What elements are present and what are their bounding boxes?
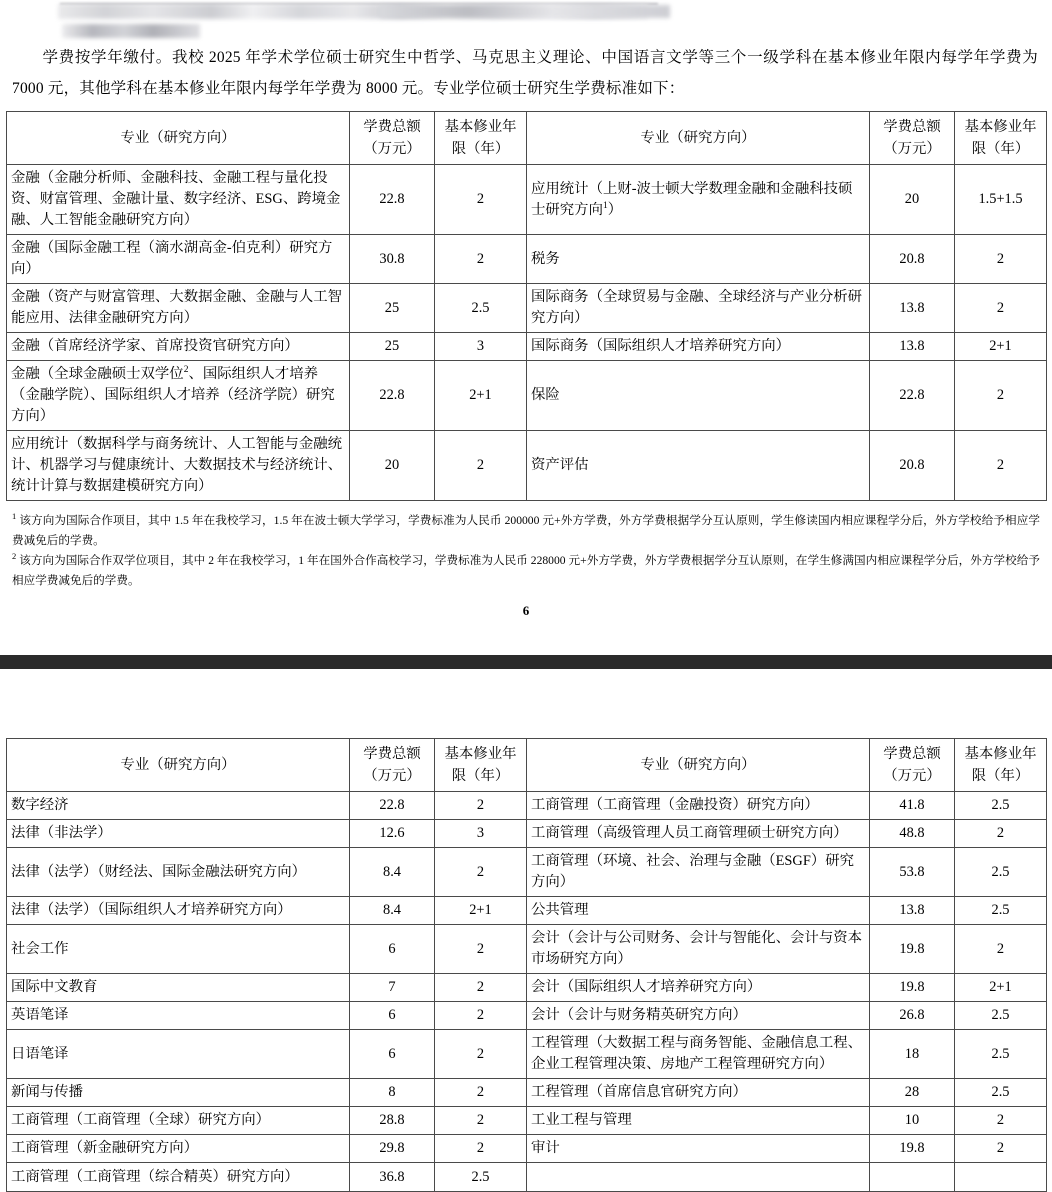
cell-major-left-3: 金融（首席经济学家、首席投资官研究方向） <box>7 333 350 361</box>
cell-major-left-5: 国际中文教育 <box>7 974 350 1002</box>
cell-fee-left-4: 22.8 <box>350 361 435 431</box>
cell-years-right-0: 2.5 <box>955 792 1047 820</box>
cell-years-left-1: 3 <box>435 820 527 848</box>
cell-fee-left-2: 25 <box>350 284 435 333</box>
cell-fee-left-3: 25 <box>350 333 435 361</box>
cell-major-left-10: 工商管理（新金融研究方向） <box>7 1135 350 1163</box>
cell-years-left-4: 2+1 <box>435 361 527 431</box>
cell-fee-left-5: 7 <box>350 974 435 1002</box>
redacted-header-block <box>0 0 1052 42</box>
cell-major-left-4: 社会工作 <box>7 925 350 974</box>
page-number: 6 <box>522 603 530 618</box>
col-header-fee-left <box>350 112 435 165</box>
table-header-row <box>7 112 1047 165</box>
cell-years-left-1: 2 <box>435 235 527 284</box>
footnote-1 <box>12 511 1040 551</box>
cell-major-left-0: 数字经济 <box>7 792 350 820</box>
cell-fee-right-9: 10 <box>870 1107 955 1135</box>
cell-fee-left-1: 30.8 <box>350 235 435 284</box>
cell-fee-right-5: 19.8 <box>870 974 955 1002</box>
cell-fee-right-1: 20.8 <box>870 235 955 284</box>
cell-years-right-0: 1.5+1.5 <box>955 165 1047 235</box>
cell-major-left-2: 金融（资产与财富管理、大数据金融、金融与人工智能应用、法律金融研究方向） <box>7 284 350 333</box>
footnotes-block <box>12 511 1040 591</box>
table-row <box>7 897 1047 925</box>
intro-paragraph <box>0 42 1052 104</box>
cell-major-right-5: 会计（国际组织人才培养研究方向） <box>527 974 870 1002</box>
table-row <box>7 1030 1047 1079</box>
cell-major-right-2: 国际商务（全球贸易与金融、全球经济与产业分析研究方向） <box>527 284 870 333</box>
cell-years-left-0: 2 <box>435 165 527 235</box>
col-header-major-right: 专业（研究方向） <box>527 739 870 792</box>
page-top-space <box>0 669 1052 731</box>
table-row <box>7 165 1047 235</box>
col-header-years-left-line1: 基本修业年 <box>444 746 517 762</box>
table-row <box>7 925 1047 974</box>
cell-fee-left-6: 6 <box>350 1002 435 1030</box>
cell-fee-left-5: 20 <box>350 431 435 501</box>
cell-years-right-1: 2 <box>955 820 1047 848</box>
col-header-years-right <box>955 112 1047 165</box>
redacted-text-bar-2 <box>380 5 670 18</box>
cell-fee-right-1: 48.8 <box>870 820 955 848</box>
col-header-years-right <box>955 739 1047 792</box>
cell-fee-right-3: 13.8 <box>870 897 955 925</box>
table-row <box>7 848 1047 897</box>
major-text-post: ） <box>607 201 623 218</box>
table-row <box>7 820 1047 848</box>
cell-years-right-6: 2.5 <box>955 1002 1047 1030</box>
cell-fee-right-10: 19.8 <box>870 1135 955 1163</box>
page-bottom-space <box>0 619 1052 655</box>
table-row <box>7 1079 1047 1107</box>
table-row <box>7 1107 1047 1135</box>
col-header-fee-right-line2: （万元） <box>883 141 941 157</box>
col-header-fee-left-line1: 学费总额 <box>363 119 421 135</box>
cell-fee-left-11: 36.8 <box>350 1163 435 1192</box>
cell-major-left-2: 法律（法学）（财经法、国际金融法研究方向） <box>7 848 350 897</box>
cell-years-right-11 <box>955 1163 1047 1192</box>
col-header-major-right: 专业（研究方向） <box>527 112 870 165</box>
cell-major-left-6: 英语笔译 <box>7 1002 350 1030</box>
cell-fee-right-2: 13.8 <box>870 284 955 333</box>
cell-major-right-1: 工商管理（高级管理人员工商管理硕士研究方向） <box>527 820 870 848</box>
major-text-pre: 应用统计（上财-波士顿大学数理金融和金融科技硕士研究方向 <box>531 180 853 218</box>
major-text-pre: 金融（全球金融硕士双学位 <box>11 366 184 382</box>
cell-fee-right-6: 26.8 <box>870 1002 955 1030</box>
page-separator-band <box>0 655 1052 669</box>
footnote-ref: 2 <box>183 365 189 376</box>
cell-years-left-11: 2.5 <box>435 1163 527 1192</box>
cell-fee-right-3: 13.8 <box>870 333 955 361</box>
cell-years-right-10: 2 <box>955 1135 1047 1163</box>
cell-fee-right-4: 22.8 <box>870 361 955 431</box>
cell-years-right-4: 2 <box>955 361 1047 431</box>
col-header-years-right-line1: 基本修业年 <box>964 746 1037 762</box>
col-header-major-left: 专业（研究方向） <box>7 112 350 165</box>
cell-major-right-2: 工商管理（环境、社会、治理与金融（ESGF）研究方向） <box>527 848 870 897</box>
col-header-fee-left-line1: 学费总额 <box>363 746 421 762</box>
cell-years-right-2: 2.5 <box>955 848 1047 897</box>
cell-major-left-3: 法律（法学）（国际组织人才培养研究方向） <box>7 897 350 925</box>
cell-fee-right-8: 28 <box>870 1079 955 1107</box>
cell-years-right-7: 2.5 <box>955 1030 1047 1079</box>
cell-fee-right-4: 19.8 <box>870 925 955 974</box>
col-header-fee-left-line2: （万元） <box>363 141 421 157</box>
footnote-marker: 1 <box>12 511 17 522</box>
col-header-fee-right-line1: 学费总额 <box>883 119 941 135</box>
cell-fee-left-1: 12.6 <box>350 820 435 848</box>
col-header-years-right-line2: 限（年） <box>971 768 1030 784</box>
cell-major-right-9: 工业工程与管理 <box>527 1107 870 1135</box>
cell-fee-left-10: 29.8 <box>350 1135 435 1163</box>
cell-years-right-8: 2.5 <box>955 1079 1047 1107</box>
tuition-table-page-1 <box>6 111 1047 501</box>
cell-fee-right-5: 20.8 <box>870 431 955 501</box>
table-row <box>7 1135 1047 1163</box>
cell-major-left-11: 工商管理（工商管理（综合精英）研究方向） <box>7 1163 350 1192</box>
col-header-years-right-line1: 基本修业年 <box>964 119 1037 135</box>
footnote-ref: 1 <box>602 200 608 211</box>
cell-major-right-5: 资产评估 <box>527 431 870 501</box>
table-row <box>7 361 1047 431</box>
cell-fee-left-2: 8.4 <box>350 848 435 897</box>
cell-major-left-9: 工商管理（工商管理（全球）研究方向） <box>7 1107 350 1135</box>
cell-fee-right-0: 41.8 <box>870 792 955 820</box>
cell-fee-right-11 <box>870 1163 955 1192</box>
footnote-text: 该方向为国际合作项目，其中 1.5 年在我校学习，1.5 年在波士顿大学学习，学费标准为人民币 200000 元+外方学费，外方学费根据学分互认原则，学生修读国内相应课程学分后，外方学校给予相应学费减免后的学费。 <box>12 514 1040 547</box>
col-header-years-left <box>435 739 527 792</box>
cell-major-right-1: 税务 <box>527 235 870 284</box>
col-header-years-left <box>435 112 527 165</box>
document-page-2 <box>0 669 1052 1192</box>
cell-major-right-6: 会计（会计与财务精英研究方向） <box>527 1002 870 1030</box>
col-header-years-left-line2: 限（年） <box>451 768 510 784</box>
cell-major-right-4: 保险 <box>527 361 870 431</box>
cell-major-left-4 <box>7 361 350 431</box>
cell-years-left-9: 2 <box>435 1107 527 1135</box>
cell-fee-right-0: 20 <box>870 165 955 235</box>
intro-paragraph-text: 学费按学年缴付。我校 2025 年学术学位硕士研究生中哲学、马克思主义理论、中国语言文学等三个一级学科在基本修业年限内每学年学费为 7000 元，其他学科在基本修业年限内每学年学费为 8000 元。专业学位硕士研究生学费标准如下： <box>12 49 1038 97</box>
col-header-fee-right <box>870 112 955 165</box>
cell-fee-left-7: 6 <box>350 1030 435 1079</box>
cell-major-right-3: 国际商务（国际组织人才培养研究方向） <box>527 333 870 361</box>
table-row <box>7 284 1047 333</box>
cell-years-right-5: 2+1 <box>955 974 1047 1002</box>
cell-major-left-5: 应用统计（数据科学与商务统计、人工智能与金融统计、机器学习与健康统计、大数据技术与经济统计、统计计算与数据建模研究方向） <box>7 431 350 501</box>
cell-fee-left-9: 28.8 <box>350 1107 435 1135</box>
cell-major-left-8: 新闻与传播 <box>7 1079 350 1107</box>
cell-major-left-0: 金融（金融分析师、金融科技、金融工程与量化投资、财富管理、金融计量、数字经济、ESG、跨境金融、人工智能金融研究方向） <box>7 165 350 235</box>
tuition-table-page-2 <box>6 738 1047 1192</box>
cell-major-right-7: 工程管理（大数据工程与商务智能、金融信息工程、企业工程管理决策、房地产工程管理研究方向） <box>527 1030 870 1079</box>
cell-years-right-3: 2+1 <box>955 333 1047 361</box>
cell-fee-left-4: 6 <box>350 925 435 974</box>
cell-years-left-7: 2 <box>435 1030 527 1079</box>
table-row <box>7 1163 1047 1192</box>
cell-major-right-10: 审计 <box>527 1135 870 1163</box>
tuition-table-page-1-body <box>7 165 1047 501</box>
cell-years-left-3: 2+1 <box>435 897 527 925</box>
cell-years-right-1: 2 <box>955 235 1047 284</box>
cell-major-right-0 <box>527 165 870 235</box>
cell-major-right-11 <box>527 1163 870 1192</box>
cell-fee-left-8: 8 <box>350 1079 435 1107</box>
cell-major-right-3: 公共管理 <box>527 897 870 925</box>
table-row <box>7 431 1047 501</box>
cell-years-left-10: 2 <box>435 1135 527 1163</box>
cell-years-left-2: 2.5 <box>435 284 527 333</box>
cell-fee-left-0: 22.8 <box>350 792 435 820</box>
col-header-major-left: 专业（研究方向） <box>7 739 350 792</box>
cell-major-left-7: 日语笔译 <box>7 1030 350 1079</box>
cell-years-left-6: 2 <box>435 1002 527 1030</box>
cell-fee-left-3: 8.4 <box>350 897 435 925</box>
cell-years-left-3: 3 <box>435 333 527 361</box>
footnote-text: 该方向为国际合作双学位项目，其中 2 年在我校学习，1 年在国外合作高校学习，学费标准为人民币 228000 元+外方学费，外方学费根据学分互认原则，在学生修满国内相应课程学分后，外方学校给予相应学费减免后的学费。 <box>12 554 1040 587</box>
col-header-years-right-line2: 限（年） <box>971 141 1030 157</box>
table-row <box>7 974 1047 1002</box>
footnote-marker: 2 <box>12 551 17 562</box>
cell-fee-right-2: 53.8 <box>870 848 955 897</box>
cell-major-right-4: 会计（会计与公司财务、会计与智能化、会计与资本市场研究方向） <box>527 925 870 974</box>
cell-years-left-2: 2 <box>435 848 527 897</box>
col-header-fee-right-line2: （万元） <box>883 768 941 784</box>
cell-years-right-9: 2 <box>955 1107 1047 1135</box>
cell-major-left-1: 法律（非法学） <box>7 820 350 848</box>
table-row <box>7 235 1047 284</box>
cell-years-left-4: 2 <box>435 925 527 974</box>
cell-fee-left-0: 22.8 <box>350 165 435 235</box>
col-header-fee-right <box>870 739 955 792</box>
cell-years-left-8: 2 <box>435 1079 527 1107</box>
cell-years-right-3: 2.5 <box>955 897 1047 925</box>
col-header-fee-left-line2: （万元） <box>363 768 421 784</box>
cell-major-right-0: 工商管理（工商管理（金融投资）研究方向） <box>527 792 870 820</box>
cell-years-left-5: 2 <box>435 431 527 501</box>
footnote-2 <box>12 551 1040 591</box>
cell-years-right-2: 2 <box>955 284 1047 333</box>
table-row <box>7 333 1047 361</box>
col-header-years-left-line2: 限（年） <box>451 141 510 157</box>
cell-years-left-5: 2 <box>435 974 527 1002</box>
table-row <box>7 1002 1047 1030</box>
redacted-text-bar-3 <box>62 24 200 38</box>
col-header-fee-left <box>350 739 435 792</box>
col-header-years-left-line1: 基本修业年 <box>444 119 517 135</box>
table-row <box>7 792 1047 820</box>
cell-fee-right-7: 18 <box>870 1030 955 1079</box>
cell-years-right-4: 2 <box>955 925 1047 974</box>
cell-major-left-1: 金融（国际金融工程（滴水湖高金-伯克利）研究方向） <box>7 235 350 284</box>
cell-years-left-0: 2 <box>435 792 527 820</box>
tuition-table-page-2-body <box>7 792 1047 1192</box>
col-header-fee-right-line1: 学费总额 <box>883 746 941 762</box>
cell-years-right-5: 2 <box>955 431 1047 501</box>
major-text-post: 、国际组织人才培养（金融学院）、国际组织人才培养（经济学院）研究方向） <box>11 366 335 424</box>
cell-major-right-8: 工程管理（首席信息官研究方向） <box>527 1079 870 1107</box>
table-header-row <box>7 739 1047 792</box>
